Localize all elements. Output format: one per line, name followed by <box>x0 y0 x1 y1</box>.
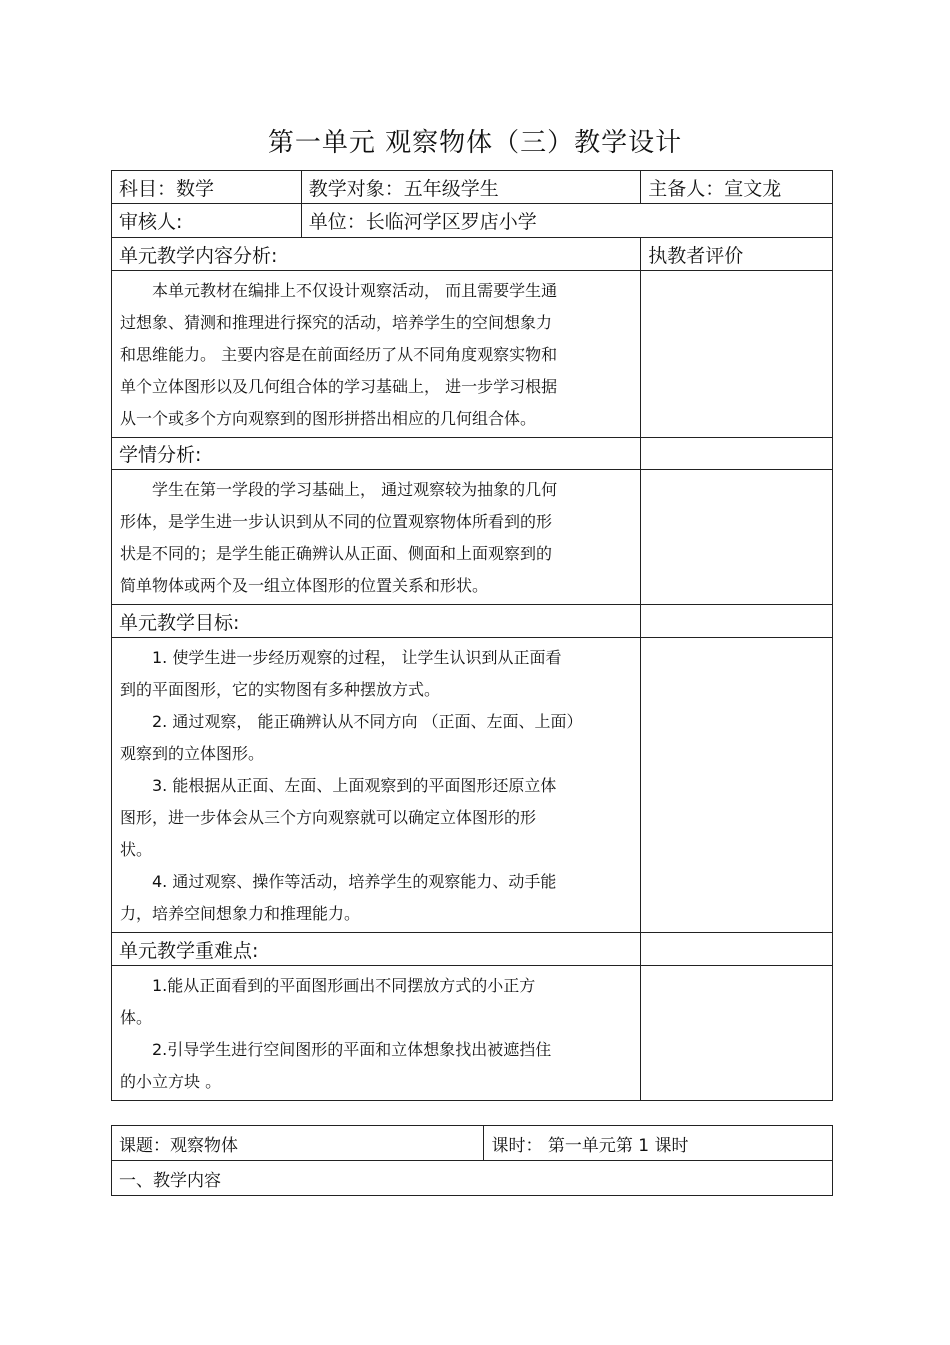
lesson-period-cell: 课时： 第一单元第 1 课时 <box>484 1126 833 1161</box>
analysis-heading: 单元教学内容分析: <box>112 238 641 271</box>
goals-eval-header-cell <box>641 605 833 638</box>
reviewer-cell: 审核人: <box>112 204 302 238</box>
learner-body <box>112 470 641 605</box>
learner-eval-cell <box>641 470 833 605</box>
goal-line: 2. 通过观察， 能正确辨认从不同方向 （正面、左面、上面） <box>152 712 583 731</box>
keypoints-heading: 单元教学重难点: <box>112 933 641 966</box>
goal-line: 力，培养空间想象力和推理能力。 <box>120 904 361 923</box>
unit-plan-table <box>111 170 833 1101</box>
goal-line: 图形，进一步体会从三个方向观察就可以确定立体图形的形 <box>120 808 537 827</box>
page-title: 第一单元 观察物体（三）教学设计 <box>267 128 683 158</box>
analysis-line: 单个立体图形以及几何组合体的学习基础上， 进一步学习根据 <box>120 377 558 396</box>
subject-cell: 科目：数学 <box>112 171 302 204</box>
learner-line: 形体，是学生进一步认识到从不同的位置观察物体所看到的形 <box>120 512 553 531</box>
goal-line: 1. 使学生进一步经历观察的过程， 让学生认识到从正面看 <box>152 648 562 667</box>
goals-body <box>112 638 641 933</box>
learner-line: 状是不同的；是学生能正确辨认从正面、侧面和上面观察到的 <box>120 544 553 563</box>
learner-line: 简单物体或两个及一组立体图形的位置关系和形状。 <box>120 576 489 595</box>
keypoints-body <box>112 966 641 1101</box>
goal-line: 到的平面图形，它的实物图有多种摆放方式。 <box>120 680 441 699</box>
goal-line: 观察到的立体图形。 <box>120 744 265 763</box>
keypoint-line: 的小立方块 。 <box>120 1072 222 1091</box>
lesson-topic-cell: 课题：观察物体 <box>112 1126 484 1161</box>
analysis-line: 本单元教材在编排上不仅设计观察活动， 而且需要学生通 <box>152 281 558 300</box>
keypoint-line: 1.能从正面看到的平面图形画出不同摆放方式的小正方 <box>152 976 536 995</box>
analysis-line: 和思维能力。 主要内容是在前面经历了从不同角度观察实物和 <box>120 345 558 364</box>
learner-heading: 学情分析: <box>112 438 641 470</box>
learner-line: 学生在第一学段的学习基础上， 通过观察较为抽象的几何 <box>152 480 558 499</box>
audience-cell: 教学对象：五年级学生 <box>301 171 640 204</box>
evaluation-heading: 执教者评价 <box>641 238 833 271</box>
learner-eval-header-cell <box>641 438 833 470</box>
analysis-eval-cell <box>641 271 833 438</box>
goals-eval-cell <box>641 638 833 933</box>
keypoints-eval-cell <box>641 966 833 1101</box>
preparer-cell: 主备人：宣文龙 <box>641 171 833 204</box>
lesson-table <box>111 1125 833 1196</box>
keypoint-line: 2.引导学生进行空间图形的平面和立体想象找出被遮挡住 <box>152 1040 552 1059</box>
lesson-content-heading: 一、教学内容 <box>112 1161 833 1196</box>
analysis-body <box>112 271 641 438</box>
analysis-line: 从一个或多个方向观察到的图形拼搭出相应的几何组合体。 <box>120 409 537 428</box>
goals-heading: 单元教学目标: <box>112 605 641 638</box>
unit-cell: 单位：长临河学区罗店小学 <box>301 204 832 238</box>
keypoints-eval-header-cell <box>641 933 833 966</box>
keypoint-line: 体。 <box>120 1008 153 1027</box>
goal-line: 状。 <box>120 840 153 859</box>
analysis-line: 过想象、猜测和推理进行探究的活动，培养学生的空间想象力 <box>120 313 553 332</box>
goal-line: 3. 能根据从正面、左面、上面观察到的平面图形还原立体 <box>152 776 557 795</box>
goal-line: 4. 通过观察、操作等活动，培养学生的观察能力、动手能 <box>152 872 557 891</box>
